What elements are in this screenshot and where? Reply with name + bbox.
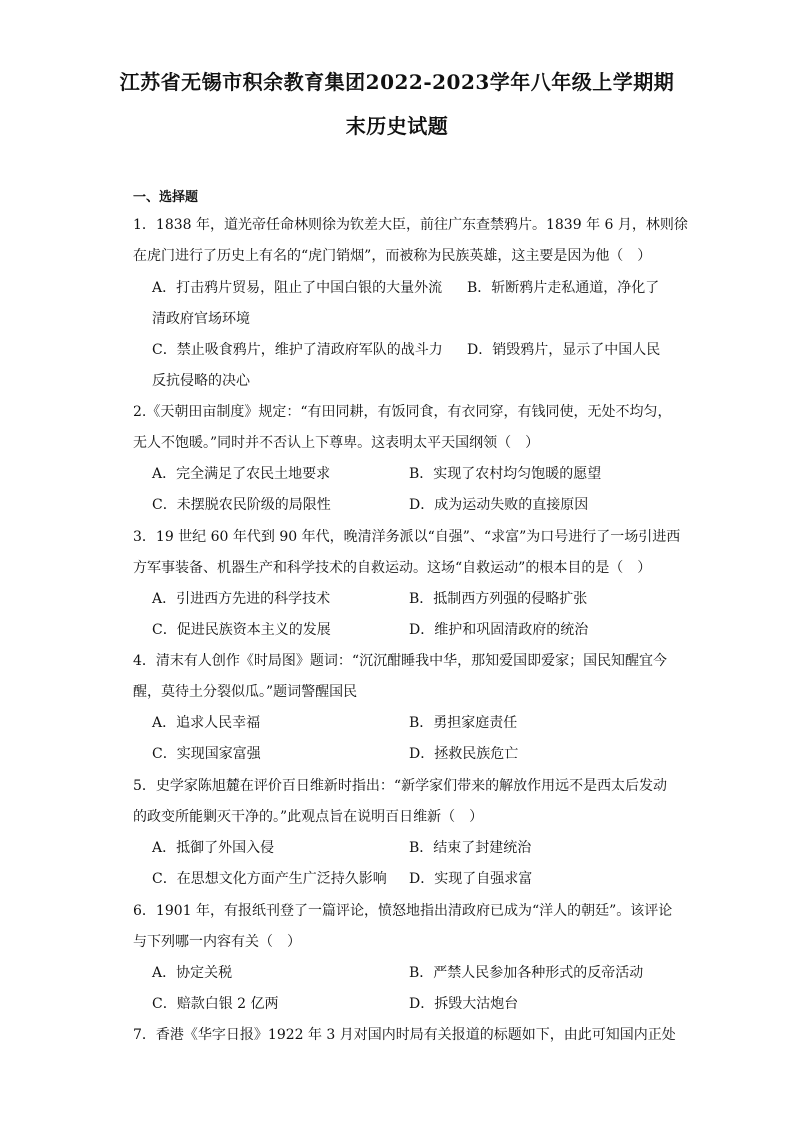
question-5-option-d[interactable]: D．实现了自强求富 [409,871,533,887]
question-7-line-1: 7．香港《华字日报》1922 年 3 月对国内时局有关报道的标题如下，由此可知国内正处 [133,1027,676,1043]
question-2-option-d[interactable]: D．成为运动失败的直接原因 [409,497,589,513]
exam-title-line-1: 江苏省无锡市积余教育集团2022-2023学年八年级上学期期 [119,70,675,94]
question-3-option-d[interactable]: D．维护和巩固清政府的统治 [409,622,589,638]
question-4-option-b[interactable]: B．勇担家庭责任 [409,715,518,731]
question-5-option-c[interactable]: C．在思想文化方面产生广泛持久影响 [152,871,387,887]
question-6-option-a[interactable]: A．协定关税 [152,965,233,981]
question-3-option-a[interactable]: A．引进西方先进的科学技术 [152,591,331,607]
question-2-option-b[interactable]: B．实现了农村均匀饱暖的愿望 [409,466,602,482]
question-4-option-a[interactable]: A．追求人民幸福 [152,715,261,731]
question-1-option-b-cont: 清政府官场环境 [152,311,250,327]
question-6-option-c[interactable]: C．赔款白银 2 亿两 [152,996,279,1012]
question-5-option-b[interactable]: B．结束了封建统治 [409,840,532,856]
question-2-option-a[interactable]: A．完全满足了农民土地要求 [152,466,331,482]
question-1-line-2: 在虎门进行了历史上有名的“虎门销烟”，而被称为民族英雄，这主要是因为他（ ） [133,248,652,264]
question-2-line-2: 无人不饱暖。”同时并不否认上下尊卑。这表明太平天国纲领（ ） [133,435,540,451]
question-6-line-1: 6．1901 年，有报纸刊登了一篇评论，愤怒地指出清政府已成为“洋人的朝廷”。该评论 [133,903,673,919]
question-3-option-b[interactable]: B．抵制西方列强的侵略扩张 [409,591,588,607]
question-5-line-2: 的政变所能剿灭干净的。”此观点旨在说明百日维新（ ） [133,809,484,825]
question-1-option-a[interactable]: A．打击鸦片贸易，阻止了中国白银的大量外流 [152,280,443,296]
question-4-option-d[interactable]: D．拯救民族危亡 [409,746,519,762]
question-6-option-b[interactable]: B．严禁人民参加各种形式的反帝活动 [409,965,644,981]
question-6-option-d[interactable]: D．拆毁大沽炮台 [409,996,519,1012]
section-heading: 一、选择题 [133,190,199,205]
question-4-option-c[interactable]: C．实现国家富强 [152,746,261,762]
question-2-line-1: 2.《天朝田亩制度》规定：“有田同耕，有饭同食，有衣同穿，有钱同使，无处不均匀， [133,404,672,420]
question-1-option-d-cont: 反抗侵略的决心 [152,373,250,389]
question-6-line-2: 与下列哪一内容有关（ ） [133,934,301,950]
question-4-line-1: 4．清末有人创作《时局图》题词：“沉沉酣睡我中华，那知爱国即爱家；国民知醒宜今 [133,653,668,669]
question-1-option-b[interactable]: B．斩断鸦片走私通道，净化了 [467,280,660,296]
question-3-line-1: 3．19 世纪 60 年代到 90 年代，晚清洋务派以“自强”、“求富”为口号进行了一场引进西 [133,529,681,545]
question-4-line-2: 醒，莫待土分裂似瓜。”题词警醒国民 [133,684,358,700]
question-1-option-d[interactable]: D．销毁鸦片，显示了中国人民 [467,342,661,358]
question-5-option-a[interactable]: A．抵御了外国入侵 [152,840,275,856]
question-5-line-1: 5．史学家陈旭麓在评价百日维新时指出：“新学家们带来的解放作用远不是西太后发动 [133,778,668,794]
question-1-line-1: 1．1838 年，道光帝任命林则徐为钦差大臣，前往广东查禁鸦片。1839 年 6 月，林则徐 [133,217,688,233]
question-3-option-c[interactable]: C．促进民族资本主义的发展 [152,622,331,638]
question-2-option-c[interactable]: C．未摆脱农民阶级的局限性 [152,497,331,513]
question-1-option-c[interactable]: C．禁止吸食鸦片，维护了清政府军队的战斗力 [152,342,443,358]
question-3-line-2: 方军事装备、机器生产和科学技术的自救运动。这场“自救运动”的根本目的是（ ） [133,560,652,576]
exam-title-line-2: 末历史试题 [345,114,449,138]
